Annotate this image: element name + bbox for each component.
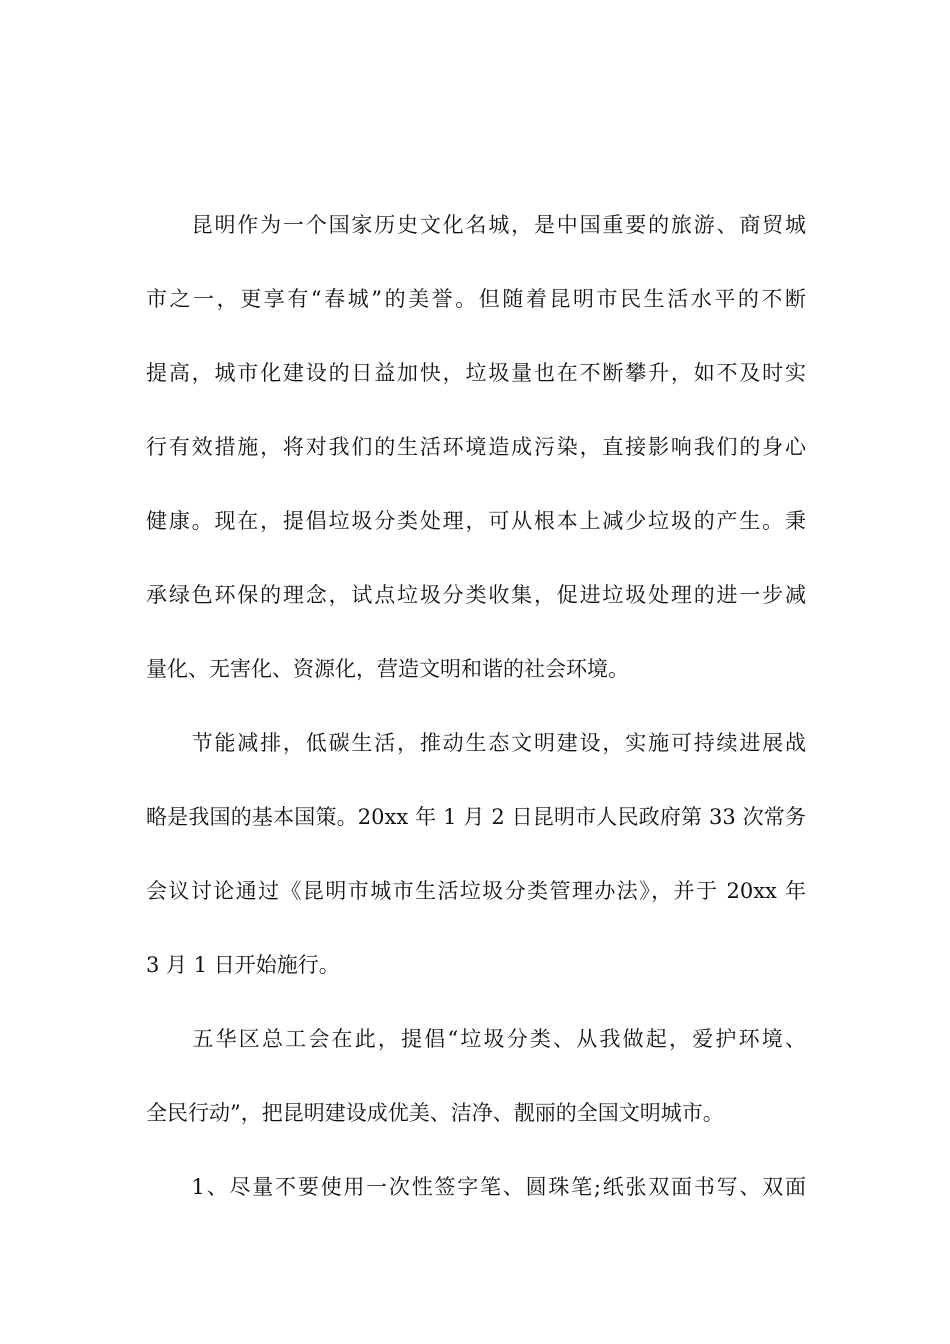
paragraph-item-1 [146,1166,806,1240]
paragraph-line: 1、尽量不要使用一次性签字笔、圆珠笔;纸张双面书写、双面 [146,1175,806,1199]
paragraph-line: 3 月 1 日开始施行。 [146,953,340,977]
paragraph-line: 健康。现在，提倡垃圾分类处理，可从根本上减少垃圾的产生。秉 [146,509,806,533]
paragraph-line: 全民行动”，把昆明建设成优美、洁净、靓丽的全国文明城市。 [146,1101,724,1125]
paragraph-line: 提高，城市化建设的日益加快，垃圾量也在不断攀升，如不及时实 [146,361,806,385]
paragraph-line: 略是我国的基本国策。20xx 年 1 月 2 日昆明市人民政府第 33 次常务 [146,805,806,829]
paragraph-line: 会议讨论通过《昆明市城市生活垃圾分类管理办法》，并于 20xx 年 [146,879,806,903]
paragraph-policy [146,722,806,1018]
paragraph-line: 承绿色环保的理念，试点垃圾分类收集，促进垃圾处理的进一步减 [146,583,806,607]
paragraph-line: 节能减排，低碳生活，推动生态文明建设，实施可持续进展战 [146,731,806,755]
paragraph-initiative [146,1018,806,1166]
paragraph-line: 市之一，更享有“春城”的美誉。但随着昆明市民生活水平的不断 [146,287,806,311]
paragraph-line: 昆明作为一个国家历史文化名城，是中国重要的旅游、商贸城 [146,213,806,237]
paragraph-line: 量化、无害化、资源化，营造文明和谐的社会环境。 [146,657,629,681]
document-body [146,204,806,1240]
paragraph-line: 五华区总工会在此，提倡“垃圾分类、从我做起，爱护环境、 [146,1027,806,1051]
paragraph-line: 行有效措施，将对我们的生活环境造成污染，直接影响我们的身心 [146,435,806,459]
paragraph-intro [146,204,806,722]
